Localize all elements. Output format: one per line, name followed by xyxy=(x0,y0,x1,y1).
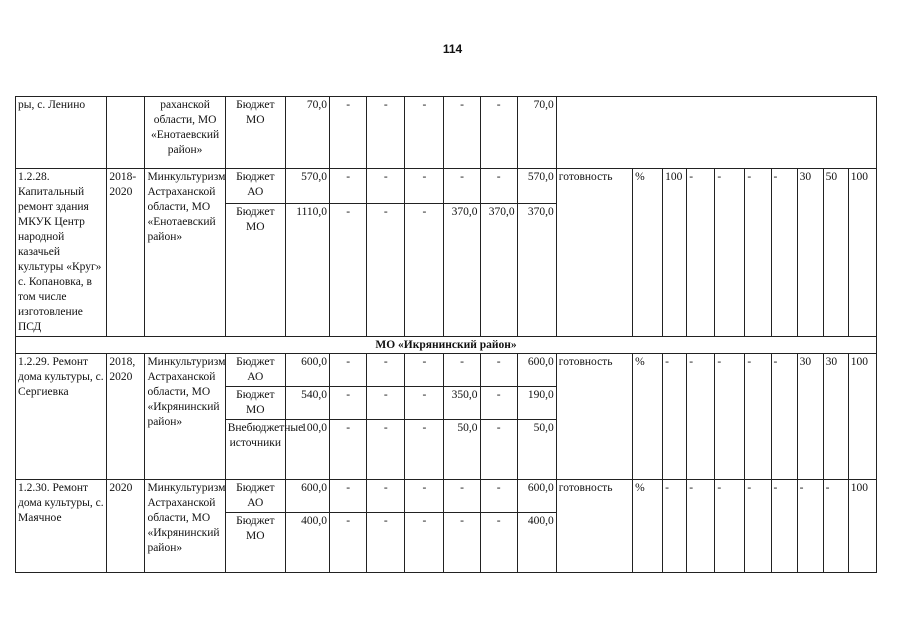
years: 2020 xyxy=(107,480,145,573)
year-value: - xyxy=(444,97,480,169)
year-value: - xyxy=(330,480,367,513)
year-value: - xyxy=(367,204,405,337)
year-value: - xyxy=(405,480,444,513)
years xyxy=(107,97,145,169)
year-value: - xyxy=(444,169,480,204)
indicator-value: - xyxy=(771,354,797,480)
funding-source: Бюджет МО xyxy=(225,513,285,573)
measure-name: 1.2.28. Капитальный ремонт здания МКУК Центр народной казачьей культуры «Круг» с. Копановка, в том числе изготовление ПСД xyxy=(16,169,107,337)
year-value: - xyxy=(480,169,517,204)
total: 600,0 xyxy=(285,480,329,513)
year-value: 190,0 xyxy=(517,387,556,420)
indicator-value: - xyxy=(771,169,797,337)
indicator-base: - xyxy=(663,480,687,573)
indicator-value: 30 xyxy=(797,169,823,337)
funding-source: Бюджет АО xyxy=(225,169,285,204)
year-value: - xyxy=(405,513,444,573)
page-number: 114 xyxy=(442,42,463,56)
total: 570,0 xyxy=(285,169,329,204)
funding-source: Бюджет АО xyxy=(225,354,285,387)
measure-name: 1.2.29. Ремонт дома культуры, с. Сергиевка xyxy=(16,354,107,480)
year-value: 600,0 xyxy=(517,354,556,387)
year-value: 400,0 xyxy=(517,513,556,573)
year-value: - xyxy=(405,354,444,387)
funding-source: Бюджет МО xyxy=(225,387,285,420)
year-value: - xyxy=(405,204,444,337)
year-value: - xyxy=(405,169,444,204)
funding-source: Внебюджетные источники xyxy=(225,420,285,480)
indicator-base: - xyxy=(663,354,687,480)
indicator-value: - xyxy=(687,354,715,480)
funding-source: Бюджет МО xyxy=(225,204,285,337)
indicator-unit: % xyxy=(633,354,663,480)
funding-source: Бюджет МО xyxy=(225,97,285,169)
indicator-value: - xyxy=(745,354,771,480)
indicator-name: готовность xyxy=(556,480,632,573)
year-value: - xyxy=(330,387,367,420)
indicator-base: 100 xyxy=(663,169,687,337)
year-value: 50,0 xyxy=(444,420,480,480)
indicator-value: 30 xyxy=(797,354,823,480)
program-table xyxy=(15,96,877,573)
years: 2018, 2020 xyxy=(107,354,145,480)
year-value: 50,0 xyxy=(517,420,556,480)
indicator-value: - xyxy=(771,480,797,573)
table-row xyxy=(16,97,877,169)
year-value: - xyxy=(405,97,444,169)
indicator-value: - xyxy=(687,480,715,573)
total: 540,0 xyxy=(285,387,329,420)
total: 400,0 xyxy=(285,513,329,573)
years: 2018-2020 xyxy=(107,169,145,337)
indicator-value: 100 xyxy=(848,169,876,337)
indicator-value: - xyxy=(823,480,848,573)
year-value: 600,0 xyxy=(517,480,556,513)
year-value: - xyxy=(480,480,517,513)
year-value: - xyxy=(367,387,405,420)
measure-name: 1.2.30. Ремонт дома культуры, с. Маячное xyxy=(16,480,107,573)
section-row xyxy=(16,337,877,354)
indicator-value: - xyxy=(797,480,823,573)
indicator-value: - xyxy=(715,354,745,480)
section-title: МО «Икрянинский район» xyxy=(16,337,877,354)
indicator-value: - xyxy=(745,169,771,337)
year-value: 370,0 xyxy=(444,204,480,337)
executor: раханской области, МО «Енотаевский район» xyxy=(145,97,225,169)
measure-name: ры, с. Ленино xyxy=(16,97,107,169)
indicator-name: готовность xyxy=(556,354,632,480)
year-value: 370,0 xyxy=(517,204,556,337)
year-value: - xyxy=(480,387,517,420)
year-value: 70,0 xyxy=(517,97,556,169)
indicator-value: 30 xyxy=(823,354,848,480)
executor: Минкультуризм Астраханской области, МО «Икрянинский район» xyxy=(145,354,225,480)
year-value: - xyxy=(444,480,480,513)
total: 70,0 xyxy=(285,97,329,169)
indicator-unit: % xyxy=(633,169,663,337)
indicator-value: - xyxy=(687,169,715,337)
year-value: - xyxy=(405,387,444,420)
year-value: - xyxy=(367,354,405,387)
total: 600,0 xyxy=(285,354,329,387)
indicator-unit: % xyxy=(633,480,663,573)
table-row xyxy=(16,169,877,204)
year-value: - xyxy=(367,169,405,204)
year-value: 350,0 xyxy=(444,387,480,420)
year-value: - xyxy=(405,420,444,480)
year-value: - xyxy=(330,204,367,337)
table-row xyxy=(16,480,877,513)
indicator-value: - xyxy=(715,169,745,337)
indicator-value: 100 xyxy=(848,354,876,480)
year-value: - xyxy=(367,480,405,513)
year-value: - xyxy=(444,513,480,573)
year-value: - xyxy=(330,513,367,573)
indicator-name: готовность xyxy=(556,169,632,337)
table-row xyxy=(16,354,877,387)
year-value: - xyxy=(444,354,480,387)
total: 1110,0 xyxy=(285,204,329,337)
year-value: - xyxy=(480,513,517,573)
year-value: - xyxy=(367,513,405,573)
indicator-value: 50 xyxy=(823,169,848,337)
year-value: - xyxy=(367,97,405,169)
year-value: - xyxy=(330,420,367,480)
indicator-empty xyxy=(556,97,876,169)
indicator-value: - xyxy=(745,480,771,573)
year-value: 370,0 xyxy=(480,204,517,337)
year-value: 570,0 xyxy=(517,169,556,204)
year-value: - xyxy=(480,97,517,169)
year-value: - xyxy=(330,354,367,387)
funding-source: Бюджет АО xyxy=(225,480,285,513)
year-value: - xyxy=(367,420,405,480)
total: 100,0 xyxy=(285,420,329,480)
indicator-value: 100 xyxy=(848,480,876,573)
indicator-value: - xyxy=(715,480,745,573)
year-value: - xyxy=(330,169,367,204)
executor: Минкультуризм Астраханской области, МО «Енотаевский район» xyxy=(145,169,225,337)
year-value: - xyxy=(480,420,517,480)
year-value: - xyxy=(480,354,517,387)
year-value: - xyxy=(330,97,367,169)
executor: Минкультуризм Астраханской области, МО «Икрянинский район» xyxy=(145,480,225,573)
